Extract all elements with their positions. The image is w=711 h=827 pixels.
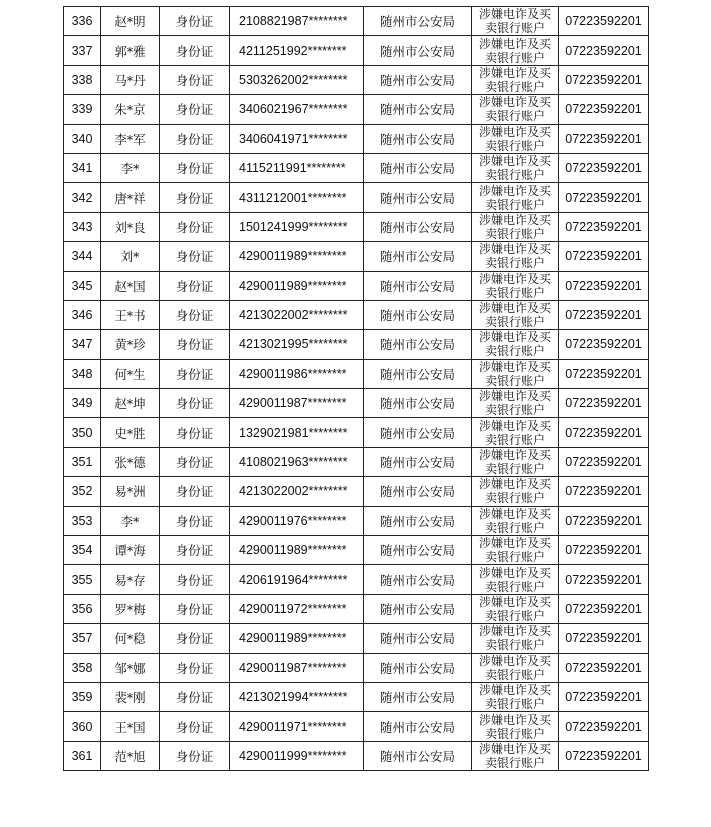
id-number-cell: 4213022002******** bbox=[230, 477, 364, 506]
id-number-cell: 4213022002******** bbox=[230, 300, 364, 329]
phone-cell: 07223592201 bbox=[559, 741, 649, 770]
document-type-cell: 身份证 bbox=[160, 36, 230, 65]
row-number-cell: 353 bbox=[64, 506, 101, 535]
table-row bbox=[64, 741, 649, 770]
agency-cell: 随州市公安局 bbox=[364, 36, 472, 65]
id-number-cell: 4206191964******** bbox=[230, 565, 364, 594]
agency-cell: 随州市公安局 bbox=[364, 95, 472, 124]
table-row bbox=[64, 124, 649, 153]
document-type-cell: 身份证 bbox=[160, 389, 230, 418]
name-cell: 赵*明 bbox=[101, 7, 160, 36]
agency-cell: 随州市公安局 bbox=[364, 7, 472, 36]
reason-cell: 涉嫌电诈及买卖银行账户 bbox=[472, 212, 559, 241]
document-type-cell: 身份证 bbox=[160, 124, 230, 153]
table-row bbox=[64, 565, 649, 594]
phone-cell: 07223592201 bbox=[559, 389, 649, 418]
document-type-cell: 身份证 bbox=[160, 95, 230, 124]
row-number-cell: 339 bbox=[64, 95, 101, 124]
row-number-cell: 342 bbox=[64, 183, 101, 212]
id-number-cell: 4290011999******** bbox=[230, 741, 364, 770]
document-type-cell: 身份证 bbox=[160, 506, 230, 535]
row-number-cell: 358 bbox=[64, 653, 101, 682]
row-number-cell: 352 bbox=[64, 477, 101, 506]
name-cell: 马*丹 bbox=[101, 65, 160, 94]
phone-cell: 07223592201 bbox=[559, 300, 649, 329]
reason-cell: 涉嫌电诈及买卖银行账户 bbox=[472, 565, 559, 594]
reason-cell: 涉嫌电诈及买卖银行账户 bbox=[472, 153, 559, 182]
id-number-cell: 4213021995******** bbox=[230, 330, 364, 359]
agency-cell: 随州市公安局 bbox=[364, 594, 472, 623]
document-type-cell: 身份证 bbox=[160, 594, 230, 623]
name-cell: 何*生 bbox=[101, 359, 160, 388]
reason-cell: 涉嫌电诈及买卖银行账户 bbox=[472, 418, 559, 447]
name-cell: 王*书 bbox=[101, 300, 160, 329]
reason-cell: 涉嫌电诈及买卖银行账户 bbox=[472, 447, 559, 476]
phone-cell: 07223592201 bbox=[559, 506, 649, 535]
id-number-cell: 4290011989******** bbox=[230, 624, 364, 653]
reason-cell: 涉嫌电诈及买卖银行账户 bbox=[472, 95, 559, 124]
table-row bbox=[64, 65, 649, 94]
name-cell: 郭*雅 bbox=[101, 36, 160, 65]
phone-cell: 07223592201 bbox=[559, 330, 649, 359]
id-number-cell: 4290011986******** bbox=[230, 359, 364, 388]
document-type-cell: 身份证 bbox=[160, 7, 230, 36]
table-row bbox=[64, 330, 649, 359]
agency-cell: 随州市公安局 bbox=[364, 506, 472, 535]
document-type-cell: 身份证 bbox=[160, 477, 230, 506]
id-number-cell: 4108021963******** bbox=[230, 447, 364, 476]
table-row bbox=[64, 271, 649, 300]
phone-cell: 07223592201 bbox=[559, 124, 649, 153]
row-number-cell: 361 bbox=[64, 741, 101, 770]
table-row bbox=[64, 536, 649, 565]
id-number-cell: 4290011989******** bbox=[230, 536, 364, 565]
name-cell: 范*旭 bbox=[101, 741, 160, 770]
document-type-cell: 身份证 bbox=[160, 418, 230, 447]
agency-cell: 随州市公安局 bbox=[364, 271, 472, 300]
phone-cell: 07223592201 bbox=[559, 624, 649, 653]
phone-cell: 07223592201 bbox=[559, 95, 649, 124]
name-cell: 李* bbox=[101, 506, 160, 535]
phone-cell: 07223592201 bbox=[559, 477, 649, 506]
document-type-cell: 身份证 bbox=[160, 682, 230, 711]
reason-cell: 涉嫌电诈及买卖银行账户 bbox=[472, 330, 559, 359]
reason-cell: 涉嫌电诈及买卖银行账户 bbox=[472, 271, 559, 300]
phone-cell: 07223592201 bbox=[559, 36, 649, 65]
reason-cell: 涉嫌电诈及买卖银行账户 bbox=[472, 65, 559, 94]
document-type-cell: 身份证 bbox=[160, 153, 230, 182]
document-type-cell: 身份证 bbox=[160, 447, 230, 476]
name-cell: 罗*梅 bbox=[101, 594, 160, 623]
reason-cell: 涉嫌电诈及买卖银行账户 bbox=[472, 712, 559, 741]
reason-cell: 涉嫌电诈及买卖银行账户 bbox=[472, 7, 559, 36]
table-row bbox=[64, 212, 649, 241]
name-cell: 刘*良 bbox=[101, 212, 160, 241]
phone-cell: 07223592201 bbox=[559, 242, 649, 271]
name-cell: 黄*珍 bbox=[101, 330, 160, 359]
reason-cell: 涉嫌电诈及买卖银行账户 bbox=[472, 653, 559, 682]
id-number-cell: 4290011987******** bbox=[230, 389, 364, 418]
reason-cell: 涉嫌电诈及买卖银行账户 bbox=[472, 741, 559, 770]
name-cell: 裴*刚 bbox=[101, 682, 160, 711]
row-number-cell: 337 bbox=[64, 36, 101, 65]
agency-cell: 随州市公安局 bbox=[364, 536, 472, 565]
phone-cell: 07223592201 bbox=[559, 153, 649, 182]
row-number-cell: 346 bbox=[64, 300, 101, 329]
name-cell: 朱*京 bbox=[101, 95, 160, 124]
phone-cell: 07223592201 bbox=[559, 536, 649, 565]
name-cell: 张*德 bbox=[101, 447, 160, 476]
phone-cell: 07223592201 bbox=[559, 418, 649, 447]
phone-cell: 07223592201 bbox=[559, 212, 649, 241]
row-number-cell: 347 bbox=[64, 330, 101, 359]
id-number-cell: 4115211991******** bbox=[230, 153, 364, 182]
row-number-cell: 338 bbox=[64, 65, 101, 94]
phone-cell: 07223592201 bbox=[559, 447, 649, 476]
agency-cell: 随州市公安局 bbox=[364, 359, 472, 388]
document-type-cell: 身份证 bbox=[160, 653, 230, 682]
agency-cell: 随州市公安局 bbox=[364, 212, 472, 241]
table-row bbox=[64, 477, 649, 506]
agency-cell: 随州市公安局 bbox=[364, 653, 472, 682]
row-number-cell: 354 bbox=[64, 536, 101, 565]
agency-cell: 随州市公安局 bbox=[364, 741, 472, 770]
id-number-cell: 4213021994******** bbox=[230, 682, 364, 711]
document-type-cell: 身份证 bbox=[160, 359, 230, 388]
table-row bbox=[64, 300, 649, 329]
phone-cell: 07223592201 bbox=[559, 712, 649, 741]
reason-cell: 涉嫌电诈及买卖银行账户 bbox=[472, 359, 559, 388]
document-type-cell: 身份证 bbox=[160, 183, 230, 212]
id-number-cell: 4211251992******** bbox=[230, 36, 364, 65]
name-cell: 赵*国 bbox=[101, 271, 160, 300]
table-row bbox=[64, 653, 649, 682]
reason-cell: 涉嫌电诈及买卖银行账户 bbox=[472, 682, 559, 711]
document-type-cell: 身份证 bbox=[160, 212, 230, 241]
name-cell: 李*军 bbox=[101, 124, 160, 153]
reason-cell: 涉嫌电诈及买卖银行账户 bbox=[472, 124, 559, 153]
document-type-cell: 身份证 bbox=[160, 741, 230, 770]
agency-cell: 随州市公安局 bbox=[364, 477, 472, 506]
document-type-cell: 身份证 bbox=[160, 300, 230, 329]
phone-cell: 07223592201 bbox=[559, 359, 649, 388]
id-number-cell: 5303262002******** bbox=[230, 65, 364, 94]
reason-cell: 涉嫌电诈及买卖银行账户 bbox=[472, 594, 559, 623]
reason-cell: 涉嫌电诈及买卖银行账户 bbox=[472, 477, 559, 506]
row-number-cell: 360 bbox=[64, 712, 101, 741]
agency-cell: 随州市公安局 bbox=[364, 624, 472, 653]
table-row bbox=[64, 418, 649, 447]
agency-cell: 随州市公安局 bbox=[364, 124, 472, 153]
table-row bbox=[64, 682, 649, 711]
row-number-cell: 359 bbox=[64, 682, 101, 711]
table-row bbox=[64, 389, 649, 418]
agency-cell: 随州市公安局 bbox=[364, 65, 472, 94]
phone-cell: 07223592201 bbox=[559, 7, 649, 36]
agency-cell: 随州市公安局 bbox=[364, 183, 472, 212]
id-number-cell: 4290011989******** bbox=[230, 271, 364, 300]
document-type-cell: 身份证 bbox=[160, 242, 230, 271]
agency-cell: 随州市公安局 bbox=[364, 418, 472, 447]
table-row bbox=[64, 7, 649, 36]
row-number-cell: 345 bbox=[64, 271, 101, 300]
table-row bbox=[64, 594, 649, 623]
document-type-cell: 身份证 bbox=[160, 271, 230, 300]
document-type-cell: 身份证 bbox=[160, 565, 230, 594]
agency-cell: 随州市公安局 bbox=[364, 153, 472, 182]
table-row bbox=[64, 712, 649, 741]
name-cell: 唐*祥 bbox=[101, 183, 160, 212]
row-number-cell: 351 bbox=[64, 447, 101, 476]
phone-cell: 07223592201 bbox=[559, 565, 649, 594]
phone-cell: 07223592201 bbox=[559, 65, 649, 94]
reason-cell: 涉嫌电诈及买卖银行账户 bbox=[472, 389, 559, 418]
agency-cell: 随州市公安局 bbox=[364, 242, 472, 271]
name-cell: 何*稳 bbox=[101, 624, 160, 653]
table-row bbox=[64, 36, 649, 65]
id-number-cell: 4290011971******** bbox=[230, 712, 364, 741]
row-number-cell: 357 bbox=[64, 624, 101, 653]
reason-cell: 涉嫌电诈及买卖银行账户 bbox=[472, 183, 559, 212]
name-cell: 李* bbox=[101, 153, 160, 182]
table-row bbox=[64, 183, 649, 212]
name-cell: 邹*娜 bbox=[101, 653, 160, 682]
document-type-cell: 身份证 bbox=[160, 536, 230, 565]
document-type-cell: 身份证 bbox=[160, 712, 230, 741]
id-number-cell: 3406041971******** bbox=[230, 124, 364, 153]
row-number-cell: 356 bbox=[64, 594, 101, 623]
name-cell: 王*国 bbox=[101, 712, 160, 741]
agency-cell: 随州市公安局 bbox=[364, 565, 472, 594]
table-row bbox=[64, 95, 649, 124]
document-type-cell: 身份证 bbox=[160, 65, 230, 94]
id-number-cell: 1329021981******** bbox=[230, 418, 364, 447]
reason-cell: 涉嫌电诈及买卖银行账户 bbox=[472, 300, 559, 329]
document-type-cell: 身份证 bbox=[160, 624, 230, 653]
name-cell: 史*胜 bbox=[101, 418, 160, 447]
id-number-cell: 2108821987******** bbox=[230, 7, 364, 36]
table-row bbox=[64, 447, 649, 476]
reason-cell: 涉嫌电诈及买卖银行账户 bbox=[472, 536, 559, 565]
reason-cell: 涉嫌电诈及买卖银行账户 bbox=[472, 36, 559, 65]
phone-cell: 07223592201 bbox=[559, 594, 649, 623]
row-number-cell: 348 bbox=[64, 359, 101, 388]
id-number-cell: 4290011989******** bbox=[230, 242, 364, 271]
table-row bbox=[64, 359, 649, 388]
table-row bbox=[64, 153, 649, 182]
record-table bbox=[63, 6, 649, 771]
phone-cell: 07223592201 bbox=[559, 682, 649, 711]
name-cell: 易*存 bbox=[101, 565, 160, 594]
row-number-cell: 344 bbox=[64, 242, 101, 271]
reason-cell: 涉嫌电诈及买卖银行账户 bbox=[472, 506, 559, 535]
agency-cell: 随州市公安局 bbox=[364, 330, 472, 359]
id-number-cell: 4290011972******** bbox=[230, 594, 364, 623]
agency-cell: 随州市公安局 bbox=[364, 300, 472, 329]
id-number-cell: 1501241999******** bbox=[230, 212, 364, 241]
phone-cell: 07223592201 bbox=[559, 183, 649, 212]
row-number-cell: 340 bbox=[64, 124, 101, 153]
phone-cell: 07223592201 bbox=[559, 271, 649, 300]
row-number-cell: 350 bbox=[64, 418, 101, 447]
name-cell: 刘* bbox=[101, 242, 160, 271]
name-cell: 易*洲 bbox=[101, 477, 160, 506]
name-cell: 谭*海 bbox=[101, 536, 160, 565]
id-number-cell: 4290011987******** bbox=[230, 653, 364, 682]
id-number-cell: 4311212001******** bbox=[230, 183, 364, 212]
reason-cell: 涉嫌电诈及买卖银行账户 bbox=[472, 624, 559, 653]
id-number-cell: 3406021967******** bbox=[230, 95, 364, 124]
table-row bbox=[64, 506, 649, 535]
row-number-cell: 336 bbox=[64, 7, 101, 36]
document-type-cell: 身份证 bbox=[160, 330, 230, 359]
agency-cell: 随州市公安局 bbox=[364, 682, 472, 711]
table-row bbox=[64, 242, 649, 271]
row-number-cell: 355 bbox=[64, 565, 101, 594]
phone-cell: 07223592201 bbox=[559, 653, 649, 682]
table-body bbox=[64, 7, 649, 771]
reason-cell: 涉嫌电诈及买卖银行账户 bbox=[472, 242, 559, 271]
row-number-cell: 343 bbox=[64, 212, 101, 241]
row-number-cell: 349 bbox=[64, 389, 101, 418]
agency-cell: 随州市公安局 bbox=[364, 389, 472, 418]
row-number-cell: 341 bbox=[64, 153, 101, 182]
name-cell: 赵*坤 bbox=[101, 389, 160, 418]
table-row bbox=[64, 624, 649, 653]
agency-cell: 随州市公安局 bbox=[364, 712, 472, 741]
id-number-cell: 4290011976******** bbox=[230, 506, 364, 535]
agency-cell: 随州市公安局 bbox=[364, 447, 472, 476]
